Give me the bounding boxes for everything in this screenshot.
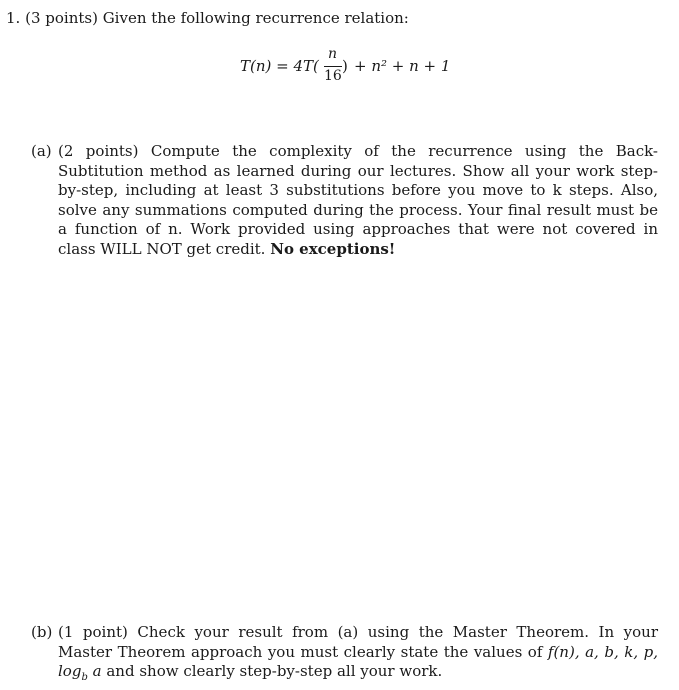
- equation-rhs: + n² + n + 1: [354, 57, 451, 75]
- part-b-text-1: (1 point) Check your result from (a) using the Master Theorem. In your Master Theorem approach you must clearly state the values of: [58, 623, 658, 661]
- part-b-text-2: and show clearly step-by-step all your work.: [106, 662, 443, 680]
- question-prompt: (3 points) Given the following recurrence relation:: [25, 9, 409, 27]
- part-a-text: (2 points) Compute the complexity of the recurrence using the Back-Subtitution method as learned during our lectures. Show all your work step-by-step, including at least 3 substitutions before you move to k steps. Also, solve any summations computed during the process. Your final result must be a function of n. Work provided using approaches that were not covered in class WILL NOT get credit.: [58, 142, 658, 258]
- equation-lhs: T(n) = 4T(: [240, 57, 319, 75]
- fraction-bar: [324, 66, 342, 67]
- log-base: b: [81, 672, 88, 683]
- question-number: 1.: [6, 9, 21, 27]
- log-argument: a: [92, 662, 102, 680]
- part-b-variables: f(n), a, b, k, p, log: [58, 642, 658, 680]
- fraction-numerator: n: [328, 46, 338, 62]
- part-a-body: [58, 142, 658, 259]
- part-a-label: (a): [31, 142, 52, 160]
- question-header: [6, 8, 409, 28]
- fraction-denominator: 16: [324, 68, 342, 84]
- part-b-body: [58, 623, 658, 688]
- equation-close-paren: ): [342, 57, 348, 75]
- part-a-emphasis: No exceptions!: [270, 239, 396, 258]
- part-b-label: (b): [31, 623, 53, 641]
